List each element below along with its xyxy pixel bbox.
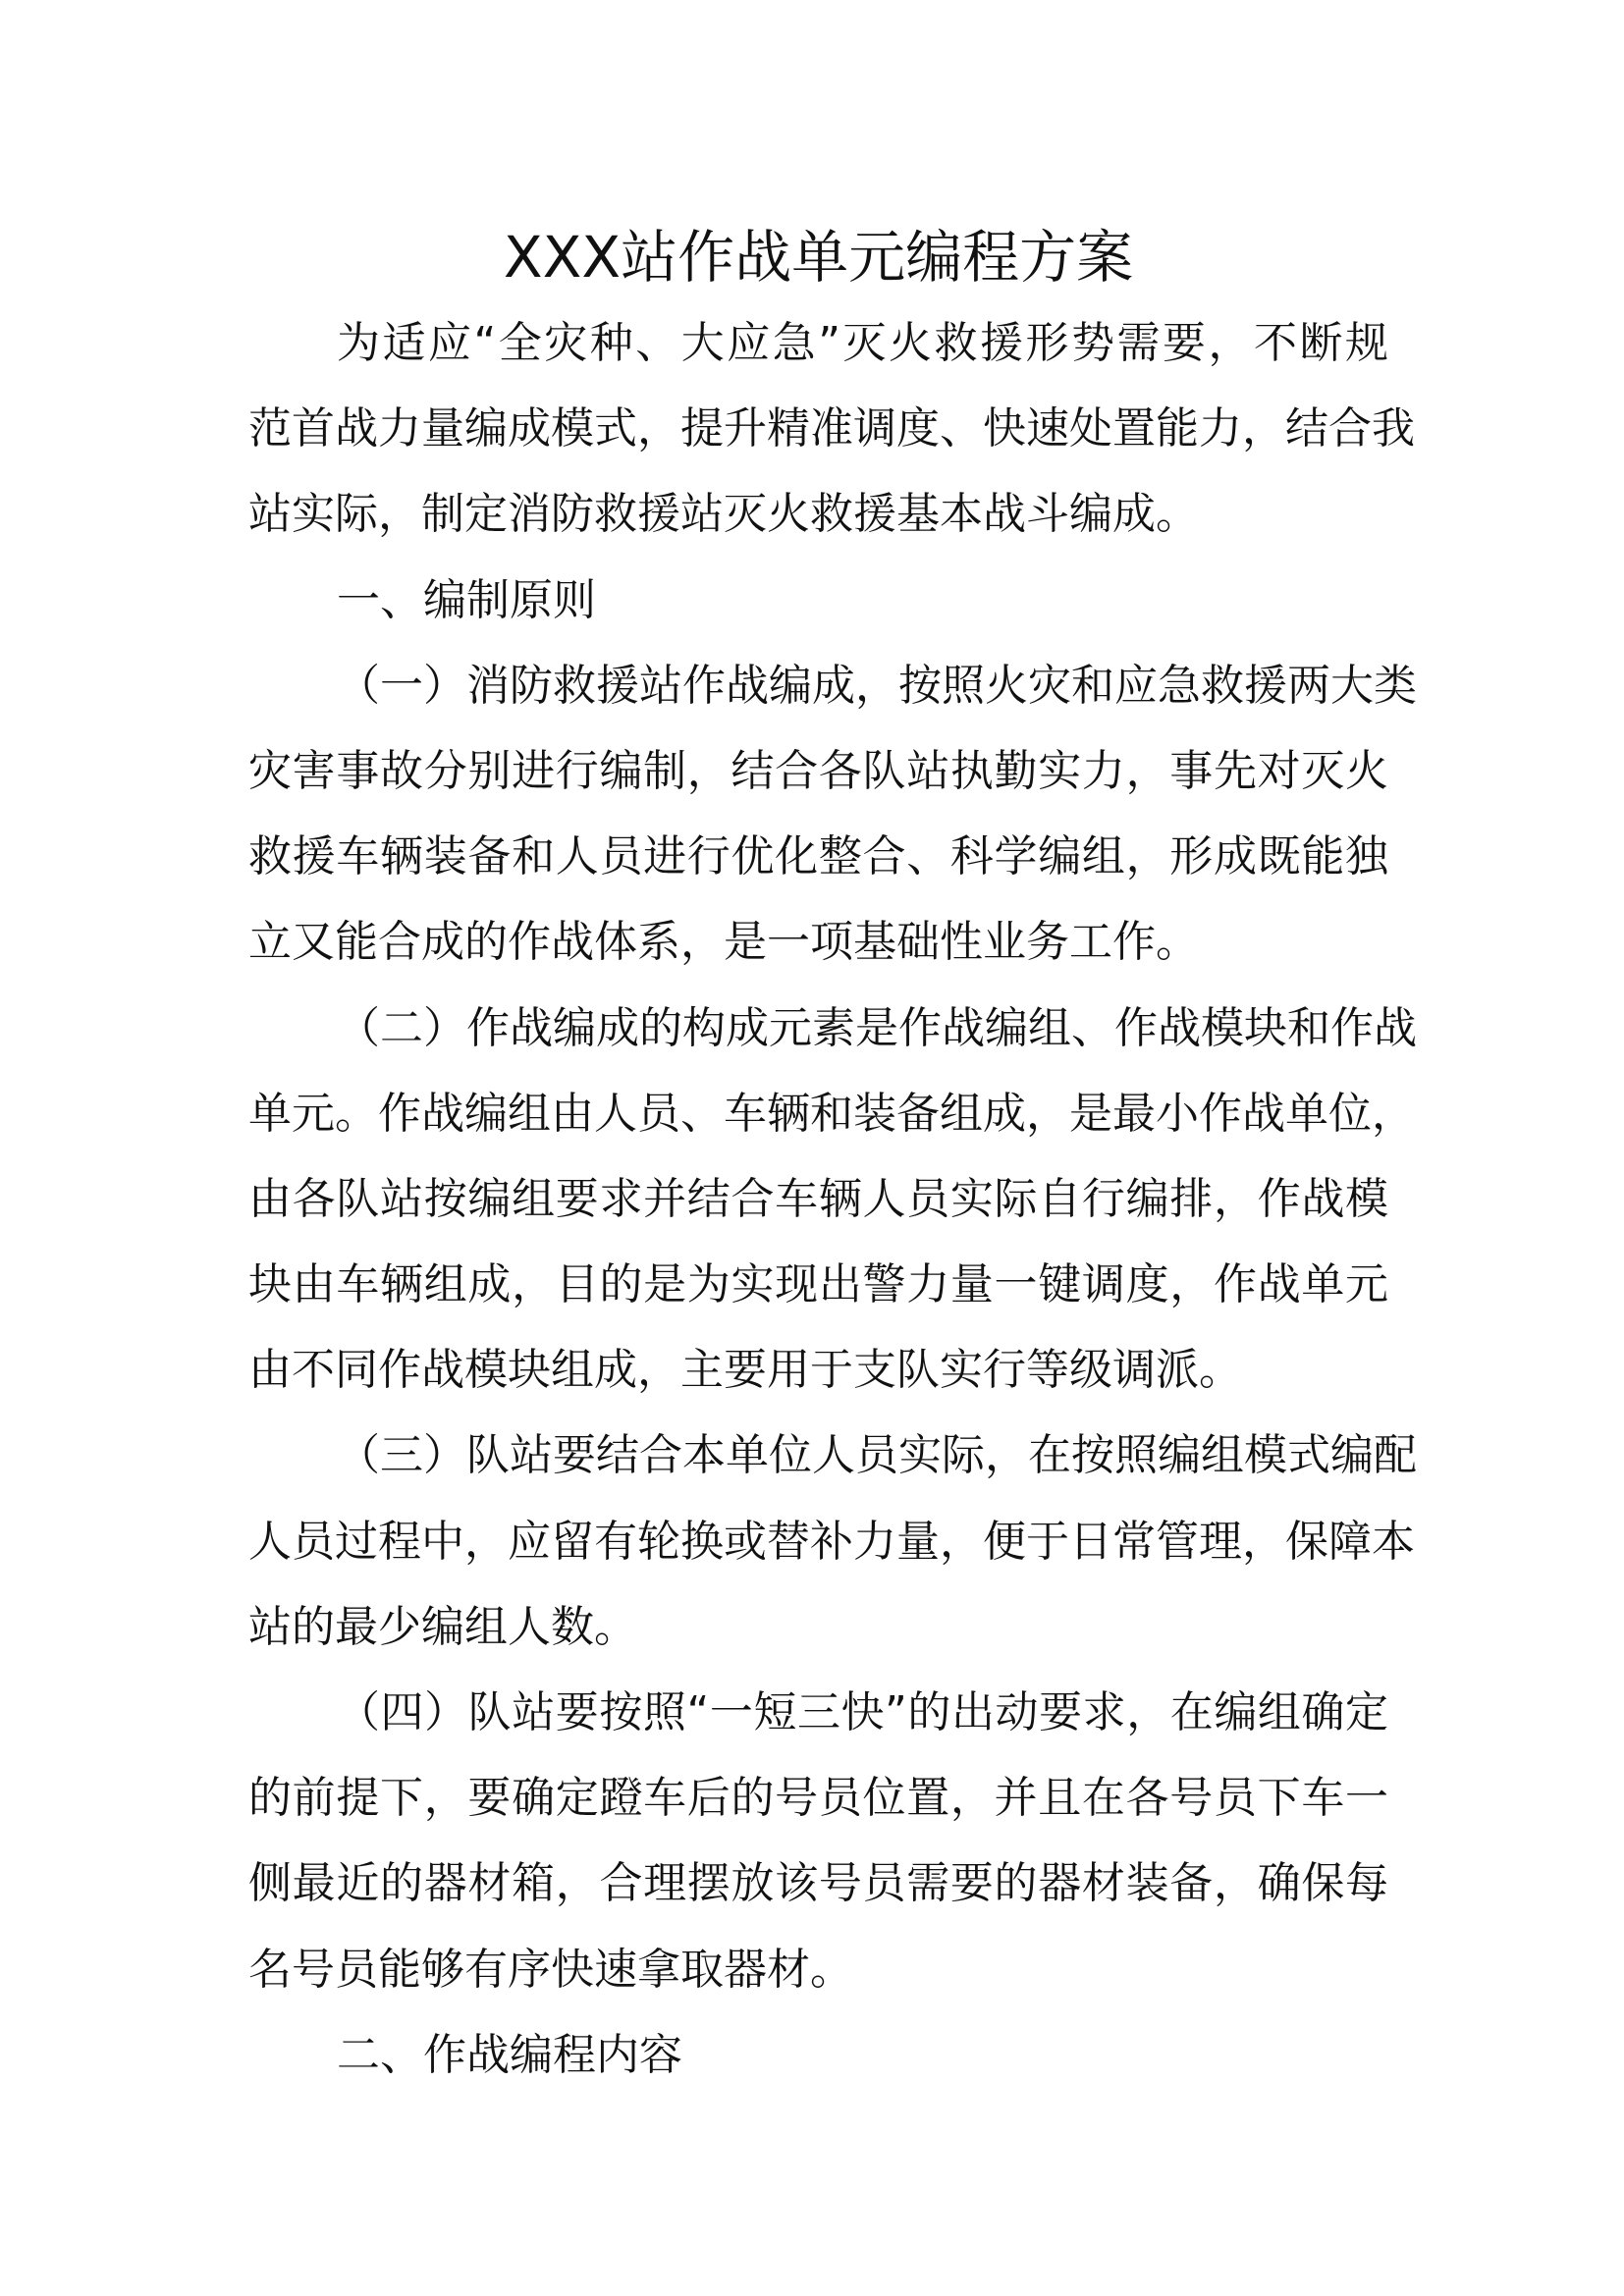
text-line: 二、作战编程内容 xyxy=(337,2029,682,2080)
text-line: 名号员能够有序快速拿取器材。 xyxy=(248,1944,853,1995)
paragraph xyxy=(248,1670,1388,2012)
paragraph xyxy=(248,1413,1417,1670)
text-line: 一、编制原则 xyxy=(337,574,596,625)
text-line: 人员过程中，应留有轮换或替补力量，便于日常管理，保障本 xyxy=(248,1516,1415,1567)
document-page xyxy=(248,215,1417,2098)
section-heading xyxy=(248,2012,1388,2098)
paragraph xyxy=(248,643,1417,986)
text-line: 站实际，制定消防救援站灭火救援基本战斗编成。 xyxy=(248,489,1199,540)
text-line: 灾害事故分别进行编制，结合各队站执勤实力，事先对灭火 xyxy=(248,745,1388,796)
document-title: XXX站作战单元编程方案 xyxy=(503,224,1134,291)
text-line: 单元。作战编组由人员、车辆和装备组成，是最小作战单位， xyxy=(248,1088,1415,1139)
document-body xyxy=(248,300,1417,2098)
text-line: （三）队站要结合本单位人员实际，在按照编组模式编配 xyxy=(337,1430,1417,1481)
text-line: 由各队站按编组要求并结合车辆人员实际自行编排，作战模 xyxy=(248,1173,1388,1224)
text-line: 为适应“全灾种、大应急”灭火救援形势需要，不断规 xyxy=(337,318,1388,368)
text-line: 范首战力量编成模式，提升精准调度、快速处置能力，结合我 xyxy=(248,403,1415,454)
paragraph xyxy=(248,986,1417,1414)
text-line: （一）消防救援站作战编成，按照火灾和应急救援两大类 xyxy=(337,660,1417,711)
text-line: 救援车辆装备和人员进行优化整合、科学编组，形成既能独 xyxy=(248,831,1388,882)
section-heading xyxy=(248,558,1388,643)
text-line: （二）作战编成的构成元素是作战编组、作战模块和作战 xyxy=(337,1002,1417,1053)
text-line: 立又能合成的作战体系，是一项基础性业务工作。 xyxy=(248,917,1199,968)
text-line: 站的最少编组人数。 xyxy=(248,1601,637,1652)
text-line: 块由车辆组成，目的是为实现出警力量一键调度，作战单元 xyxy=(248,1259,1388,1310)
text-line: （四）队站要按照“一短三快”的出动要求，在编组确定 xyxy=(337,1687,1388,1737)
text-line: 的前提下，要确定蹬车后的号员位置，并且在各号员下车一 xyxy=(248,1773,1388,1824)
paragraph xyxy=(248,300,1415,558)
text-line: 侧最近的器材箱，合理摆放该号员需要的器材装备，确保每 xyxy=(248,1858,1388,1909)
text-line: 由不同作战模块组成，主要用于支队实行等级调派。 xyxy=(248,1345,1242,1396)
